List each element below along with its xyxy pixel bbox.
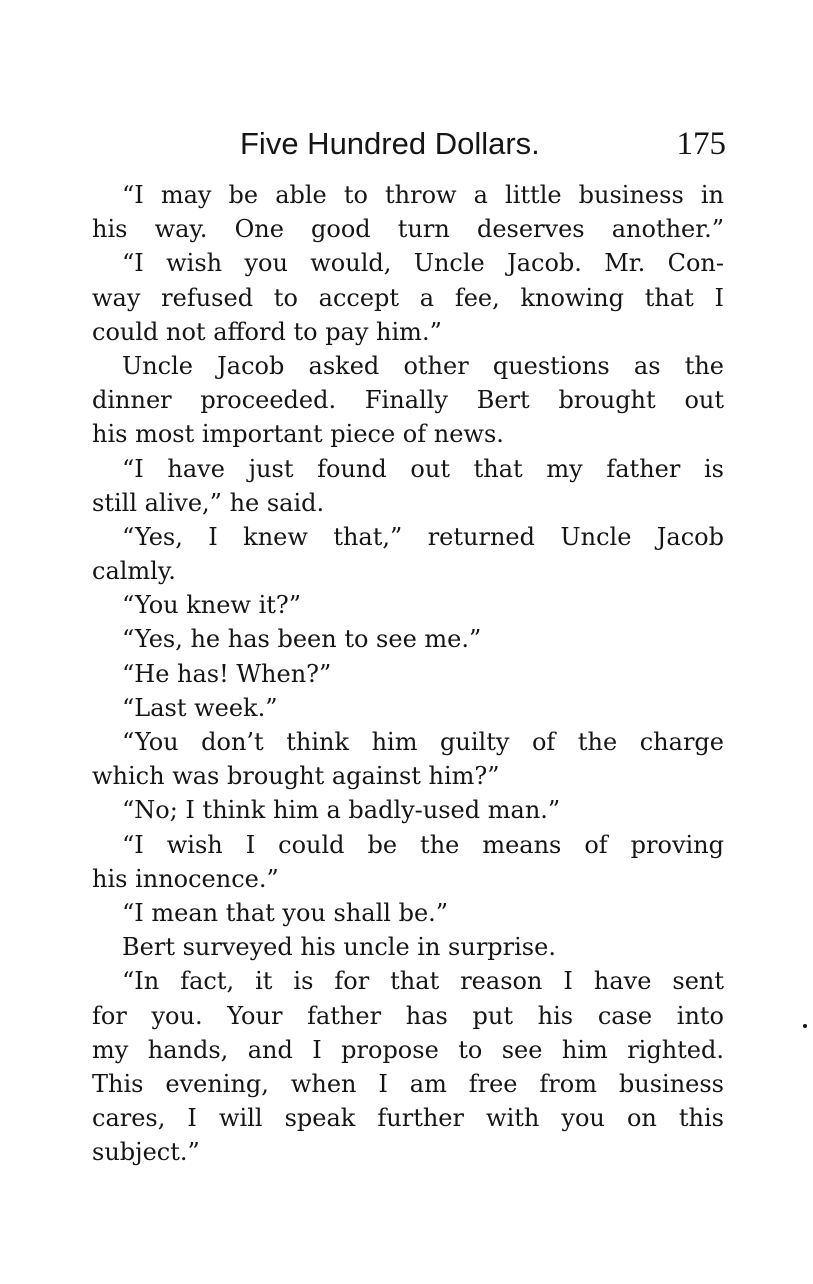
text-line: still alive,” he said. xyxy=(92,488,325,517)
print-speck xyxy=(803,1024,807,1028)
text-line: “I wish I could be the means of proving xyxy=(122,830,724,859)
text-line: This evening, when I am free from business xyxy=(92,1069,724,1098)
page-number: 175 xyxy=(676,126,726,162)
text-line: “You don’t think him guilty of the charge xyxy=(122,728,724,756)
text-line: “Yes, I knew that,” returned Uncle Jacob xyxy=(122,522,724,551)
running-head xyxy=(92,122,730,166)
text-line: could not afford to pay him.” xyxy=(92,317,442,346)
text-line: “I have just found out that my father is xyxy=(122,454,724,483)
text-line: his way. One good turn deserves another.” xyxy=(92,215,724,244)
text-line: “You knew it?” xyxy=(122,591,302,620)
text-line: calmly. xyxy=(92,557,176,586)
text-line: “He has! When?” xyxy=(122,659,332,688)
text-line: subject.” xyxy=(92,1138,200,1167)
text-line: Bert surveyed his uncle in surprise. xyxy=(122,933,556,962)
text-line: cares, I will speak further with you on this xyxy=(92,1104,724,1133)
text-line: dinner proceeded. Finally Bert brought out xyxy=(92,386,724,415)
running-head-title: Five Hundred Dollars. xyxy=(240,126,540,161)
text-line: “No; I think him a badly-used man.” xyxy=(122,796,561,825)
text-line: my hands, and I propose to see him righted. xyxy=(92,1035,724,1064)
text-line: “I wish you would, Uncle Jacob. Mr. Con- xyxy=(122,249,724,278)
text-line: “I may be able to throw a little business in xyxy=(122,181,724,209)
text-line: way refused to accept a fee, knowing that I xyxy=(92,283,724,312)
text-line: his most important piece of news. xyxy=(92,420,504,449)
text-line: which was brought against him?” xyxy=(92,762,500,791)
text-line: his innocence.” xyxy=(92,864,279,893)
text-line: “I mean that you shall be.” xyxy=(122,898,449,927)
body-text xyxy=(92,178,724,1169)
text-line: “Last week.” xyxy=(122,693,278,722)
text-line: “In fact, it is for that reason I have sent xyxy=(122,967,724,996)
text-line: for you. Your father has put his case into xyxy=(92,1001,724,1030)
text-line: Uncle Jacob asked other questions as the xyxy=(122,351,724,380)
text-line: “Yes, he has been to see me.” xyxy=(122,625,482,654)
